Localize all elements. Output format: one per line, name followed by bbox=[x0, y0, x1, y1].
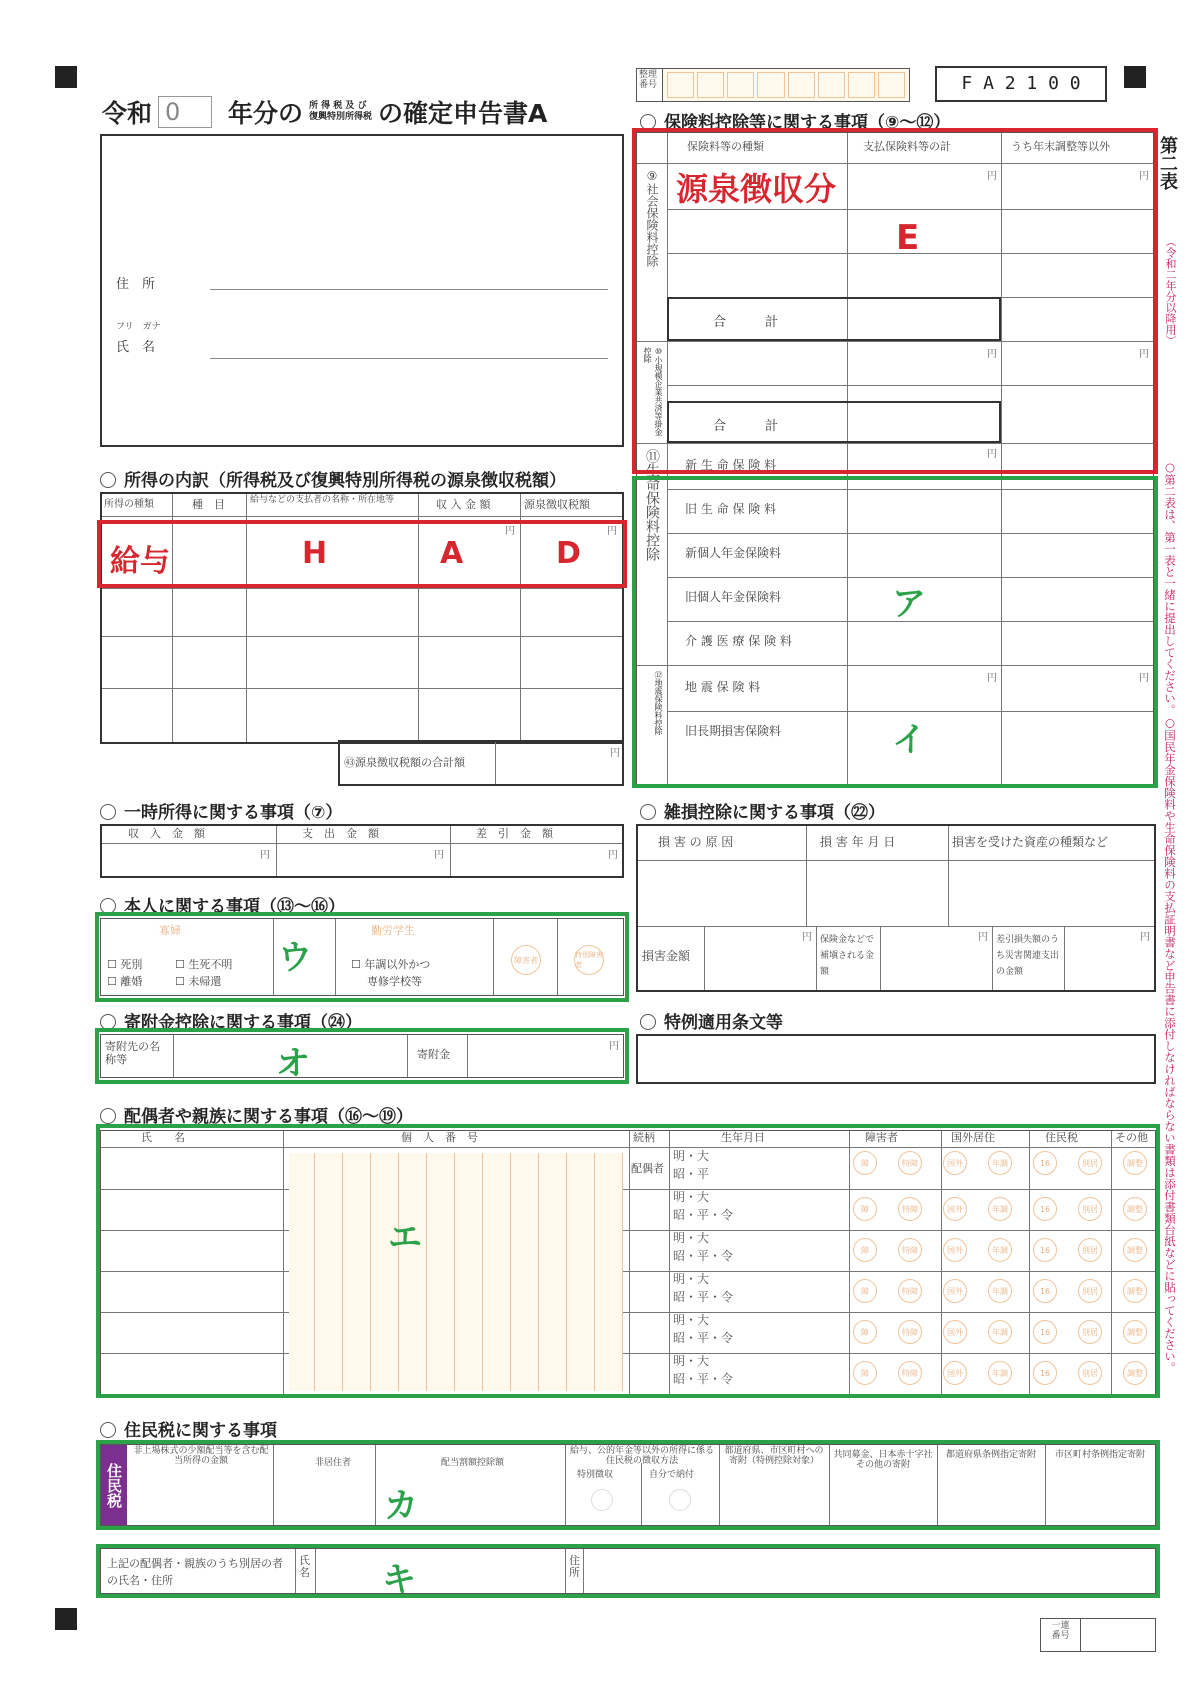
section-donation: 寄附金控除に関する事項（㉔） bbox=[100, 1008, 362, 1033]
label-a: ア bbox=[892, 584, 926, 624]
donation-table: 寄附先の名称等 寄附金 円 bbox=[100, 1034, 624, 1078]
green-box-donation bbox=[95, 1028, 629, 1084]
stamp-shogaisha-icon: 障害者 bbox=[511, 945, 541, 975]
ittsu-number-box[interactable]: 一連 番号 bbox=[1040, 1618, 1156, 1652]
insurance-table: 保険料等の種類 支払保険料等の計 うち年末調整等以外 合 計 ⑨社会保険料控除 円 円 合 計 ⑩小規模企業共済等掛金控除 円 円 ⑪生命保険料控除 新 生 命 保 険 料 旧 生 命 保 険 料 新個人年金保険料 旧個人年金保険料 介 護 医 療 保 険 料 円 ⑫地震保険料控除 地 震 保 険 料 旧長期損害保険料 円 円 bbox=[636, 132, 1154, 786]
dependents-table: 氏 名 個 人 番 号 続柄 生年月日 障害者 国外居住 住民税 その他 配偶者 明・大 昭・平 明・大 昭・平・令 明・大 昭・平・令 明・大 昭・平・令 明・大 昭・平・令 明・大 昭・平・令 障 特障 国外 年調 16 別居 調整 障 特障 国外 年調 16 別居 調整 障 特障 国外 年調 16 別居 調整 障 特障 国外 年調 16 別居 調整 障 特障 国外 年調 16 別居 調整 障 特障 国外 年調 16 別居 調整 bbox=[100, 1130, 1156, 1396]
label-gensen: 源泉徴収分 bbox=[676, 170, 837, 208]
section-temp-income: 一時所得に関する事項（⑦） bbox=[100, 798, 342, 823]
option-shibetsu[interactable]: ☐ 死別 bbox=[107, 958, 143, 971]
stamp-row-1: 障 特障 国外 年調 16 別居 調整 bbox=[853, 1151, 1147, 1175]
green-box-resident bbox=[96, 1440, 1160, 1530]
option-rikon[interactable]: ☐ 離婚 bbox=[107, 975, 143, 988]
label-ki: キ bbox=[382, 1560, 416, 1600]
label-e: エ bbox=[388, 1218, 422, 1258]
label-u: ウ bbox=[278, 938, 312, 978]
section-dependents: 配偶者や親族に関する事項（⑯〜⑲） bbox=[100, 1102, 413, 1127]
label-ka: カ bbox=[384, 1486, 418, 1526]
name-field[interactable] bbox=[210, 332, 608, 358]
stamp-row-3: 障 特障 国外 年調 16 別居 調整 bbox=[853, 1238, 1147, 1262]
section-casualty: 雑損控除に関する事項（㉒） bbox=[640, 798, 885, 823]
label-D: D bbox=[556, 536, 581, 571]
stamp-row-6: 障 特障 国外 年調 16 別居 調整 bbox=[853, 1361, 1147, 1385]
label-H: H bbox=[302, 536, 328, 571]
form-code: F A 2 1 0 0 bbox=[935, 66, 1107, 102]
stamp-tokubetsu-icon: 特別障害者 bbox=[574, 945, 604, 975]
section-self: 本人に関する事項（⑬〜⑯） bbox=[100, 892, 345, 917]
green-box-self bbox=[95, 912, 629, 1002]
income-table: 所得の種類 種 目 給与などの支払者の名称・所在地等 収 入 金 額 源泉徴収税額 円 円 bbox=[100, 492, 624, 744]
side-title: 第二表 bbox=[1157, 136, 1178, 190]
form-title: 令和 0 年分の 所 得 税 及 び 復興特別所得税 の確定申告書A bbox=[102, 94, 547, 130]
label-i: イ bbox=[892, 720, 926, 760]
label-kyuyo: 給与 bbox=[110, 544, 170, 579]
stamp-row-4: 障 特障 国外 年調 16 別居 調整 bbox=[853, 1279, 1147, 1303]
label-o: オ bbox=[276, 1044, 310, 1084]
option-seishi-fumei[interactable]: ☐ 生死不明 bbox=[175, 958, 233, 971]
page-title: の確定申告書A bbox=[378, 99, 548, 128]
special-field[interactable] bbox=[636, 1034, 1156, 1084]
option-kinro-gakusei[interactable]: ☐ 年調以外かつ bbox=[351, 958, 431, 971]
registration-mark-tl bbox=[55, 66, 77, 88]
side-note: （令和二年分以降用） bbox=[1164, 236, 1177, 346]
section-insurance: 保険料控除等に関する事項（⑨〜⑫） bbox=[640, 108, 950, 133]
side-instruction: ○第二表は、第一表と一緒に提出してください。○国民年金保険料や生命保険料の支払証明書など申告書に添付しなければならない書類は添付書類台紙などに貼ってください。 bbox=[1163, 460, 1177, 1374]
section-resident: 住民税に関する事項 bbox=[100, 1416, 277, 1441]
green-box-separate bbox=[96, 1544, 1160, 1598]
label-A: A bbox=[440, 536, 464, 571]
stamp-row-5: 障 特障 国外 年調 16 別居 調整 bbox=[853, 1320, 1147, 1344]
resident-side-label: 住民税 bbox=[101, 1445, 127, 1525]
separate-residence-table: 上記の配偶者・親族のうち別居の者の氏名・住所 氏名 住所 bbox=[100, 1548, 1156, 1594]
resident-table: 住民税 非上場株式の少額配当等を含む配当所得の金額 非居住者 配当割額控除額 給与、公的年金等以外の所得に係る住民税の徴収方法 特別徴収 自分で納付 都道府県、市区町村への寄附（特例控除対象） 共同募金、日本赤十字社その他の寄附 都道府県条例指定寄附 市区町村条例指定寄附 bbox=[100, 1444, 1156, 1526]
seiri-number-box[interactable]: 整理 番号 bbox=[636, 68, 910, 102]
year-field[interactable]: 0 bbox=[158, 96, 212, 128]
section-special: 特例適用条文等 bbox=[640, 1008, 783, 1033]
red-box-income-row bbox=[97, 520, 627, 588]
self-table: 寡婦 勤労学生 ☐ 死別 ☐ 生死不明 ☐ 離婚 ☐ 未帰還 ☐ 年調以外かつ 専修学校等 障害者 特別障害者 bbox=[100, 918, 624, 996]
address-field[interactable] bbox=[210, 264, 608, 290]
option-mikikan[interactable]: ☐ 未帰還 bbox=[175, 975, 222, 988]
section-income: 所得の内訳（所得税及び復興特別所得税の源泉徴収税額） bbox=[100, 466, 566, 491]
address-box: 住 所 フリ ガナ 氏 名 bbox=[100, 134, 624, 447]
stamp-row-2: 障 特障 国外 年調 16 別居 調整 bbox=[853, 1197, 1147, 1221]
registration-mark-bl bbox=[55, 1608, 77, 1630]
label-E: E bbox=[896, 218, 920, 258]
green-box-dependents bbox=[96, 1124, 1160, 1398]
temp-income-table: 収 入 金 額 支 出 金 額 差 引 金 額 円 円 円 bbox=[100, 824, 624, 878]
withholding-total[interactable]: ㊸源泉徴収税額の合計額 円 bbox=[338, 740, 624, 786]
casualty-table: 損 害 の 原 因 損 害 年 月 日 損害を受けた資産の種類など 損害金額 保険金などで補塡される金額 差引損失額のうち災害関連支出の金額 円 円 円 bbox=[636, 824, 1156, 992]
era-label: 令和 bbox=[102, 99, 153, 128]
registration-mark-tr bbox=[1124, 66, 1146, 88]
